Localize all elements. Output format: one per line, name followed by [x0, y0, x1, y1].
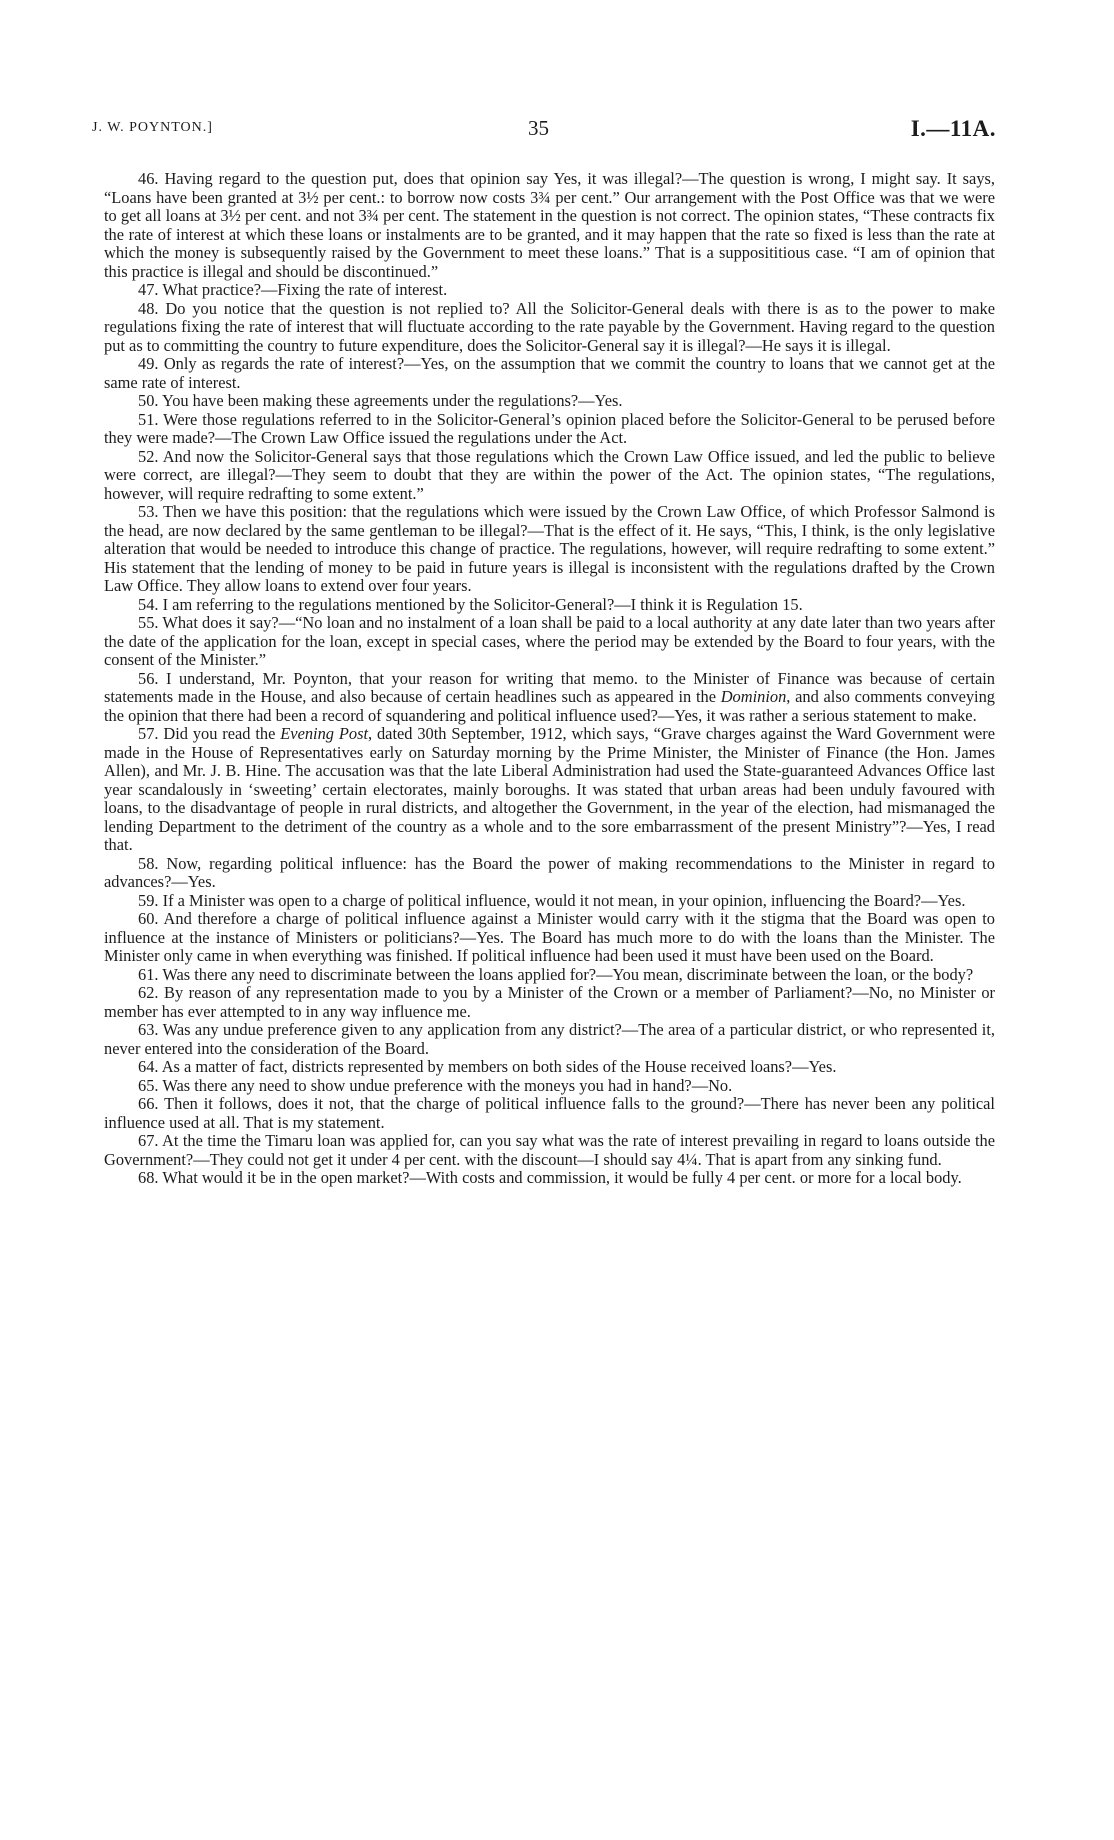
paragraph-53: 53. Then we have this position: that the regulations which were issued by the Crown Law Office, of which Professor Salmond is the head, are now declared by the same gentleman to be illegal?—That is the effect of it. He says, “This, I think, is the only legislative alteration that would be needed to introduce this change of practice. The regulations, however, will require redrafting to some extent.” His statement that the lending of money to be paid in future years is illegal is inconsistent with the regulations drafted by the Crown Law Office. They allow loans to extend over four years. [104, 502, 995, 595]
paragraph-55: 55. What does it say?—“No loan and no instalment of a loan shall be paid to a local authority at any date later than two years after the date of the application for the loan, except in special cases, where the period may be extended by the Board to four years, with the consent of the Minister.” [104, 613, 995, 669]
paragraph-63: 63. Was any undue preference given to any application from any district?—The area of a particular district, or who represented it, never entered into the consideration of the Board. [104, 1020, 995, 1058]
paragraph-62: 62. By reason of any representation made to you by a Minister of the Crown or a member of Parliament?—No, no Minister or member has ever attempted to in any way influence me. [104, 983, 995, 1021]
paragraph-57: 57. Did you read the Evening Post, dated 30th September, 1912, which says, “Grave charges against the Ward Government were made in the House of Representatives early on Saturday morning by the Prime Minister, the Minister of Finance (the Hon. James Allen), and Mr. J. B. Hine. The accusation was that the late Liberal Administration had used the State-guaranteed Advances Office last year scandalously in ‘sweeting’ certain electorates, mainly boroughs. It was stated that urban areas had been unduly favoured with loans, to the disadvantage of people in rural districts, and altogether the Government, in the year of the election, had mismanaged the lending Department to the detriment of the country as a whole and to the sore embarrassment of the present Ministry”?—Yes, I read that. [104, 724, 995, 854]
paragraph-46: 46. Having regard to the question put, does that opinion say Yes, it was illegal?—The question is wrong, I might say. It says, “Loans have been granted at 3½ per cent.: to borrow now costs 3¾ per cent.” Our arrangement with the Post Office was that we were to get all loans at 3½ per cent. and not 3¾ per cent. The statement in the question is not correct. The opinion states, “These contracts fix the rate of interest at which these loans or instalments are to be granted, and it may happen that the rate so fixed is less than the rate at which the money is subsequently raised by the Government to meet these loans.” That is a supposititious case. “I am of opinion that this practice is illegal and should be discontinued.” [104, 169, 995, 281]
witness-name: J. W. POYNTON.] [92, 120, 213, 135]
paragraph-56: 56. I understand, Mr. Poynton, that your reason for writing that memo. to the Minister of Finance was because of certain statements made in the House, and also because of certain headlines such as appeared in the Dominion, and also comments conveying the opinion that there had been a record of squandering and political influence used?—Yes, it was rather a serious statement to make. [104, 668, 995, 725]
paragraph-59: 59. If a Minister was open to a charge of political influence, would it not mean, in your opinion, influencing the Board?—Yes. [138, 890, 966, 910]
paragraph-66: 66. Then it follows, does it not, that the charge of political influence falls to the ground?—There has never been any political influence used at all. That is my statement. [104, 1094, 995, 1132]
transcript-body [104, 170, 995, 1188]
paragraph-48: 48. Do you notice that the question is not replied to? All the Solicitor-General deals with there is as to the power to make regulations fixing the rate of interest that will fluctuate according to the rate payable by the Government. Having regard to the question put as to committing the country to future expenditure, does the Solicitor-General say it is illegal?—He says it is illegal. [104, 298, 995, 355]
page-header [92, 116, 996, 146]
paragraph-51: 51. Were those regulations referred to in the Solicitor-General’s opinion placed before the Solicitor-General to be perused before they were made?—The Crown Law Office issued the regulations under the Act. [104, 409, 995, 447]
paragraph-50: 50. You have been making these agreements under the regulations?—Yes. [138, 391, 623, 410]
paragraph-58: 58. Now, regarding political influence: has the Board the power of making recommendations to the Minister in regard to advances?—Yes. [104, 853, 995, 891]
paragraph-47: 47. What practice?—Fixing the rate of interest. [138, 280, 448, 299]
paragraph-67: 67. At the time the Timaru loan was applied for, can you say what was the rate of interest prevailing in regard to loans outside the Government?—They could not get it under 4 per cent. with the discount—I should say 4¼. That is apart from any sinking fund. [104, 1131, 995, 1169]
paragraph-65: 65. Was there any need to show undue preference with the moneys you had in hand?—No. [138, 1075, 733, 1095]
paragraph-60: 60. And therefore a charge of political influence against a Minister would carry with it the stigma that the Board was open to influence at the instance of Ministers or politicians?—Yes. The Board has much more to do with the loans than the Minister. The Minister only came in when everything was finished. If political influence had been used it must have been used on the Board. [104, 909, 995, 965]
paragraph-54: 54. I am referring to the regulations mentioned by the Solicitor-General?—I think it is Regulation 15. [138, 594, 803, 614]
page-number: 35 [528, 116, 549, 140]
paragraph-64: 64. As a matter of fact, districts represented by members on both sides of the House received loans?—Yes. [138, 1057, 837, 1076]
paragraph-61: 61. Was there any need to discriminate between the loans applied for?—You mean, discriminate between the loan, or the body? [138, 964, 974, 984]
document-reference: I.—11A. [910, 116, 996, 141]
paragraph-49: 49. Only as regards the rate of interest?—Yes, on the assumption that we commit the country to loans that we cannot get at the same rate of interest. [104, 354, 995, 392]
paragraph-52: 52. And now the Solicitor-General says that those regulations which the Crown Law Office issued, and led the public to believe were correct, are illegal?—They seem to doubt that they are within the power of the Act. The opinion states, “The regulations, however, will require redrafting to some extent.” [104, 446, 995, 503]
paragraph-68: 68. What would it be in the open market?—With costs and commission, it would be fully 4 per cent. or more for a local body. [138, 1168, 962, 1187]
